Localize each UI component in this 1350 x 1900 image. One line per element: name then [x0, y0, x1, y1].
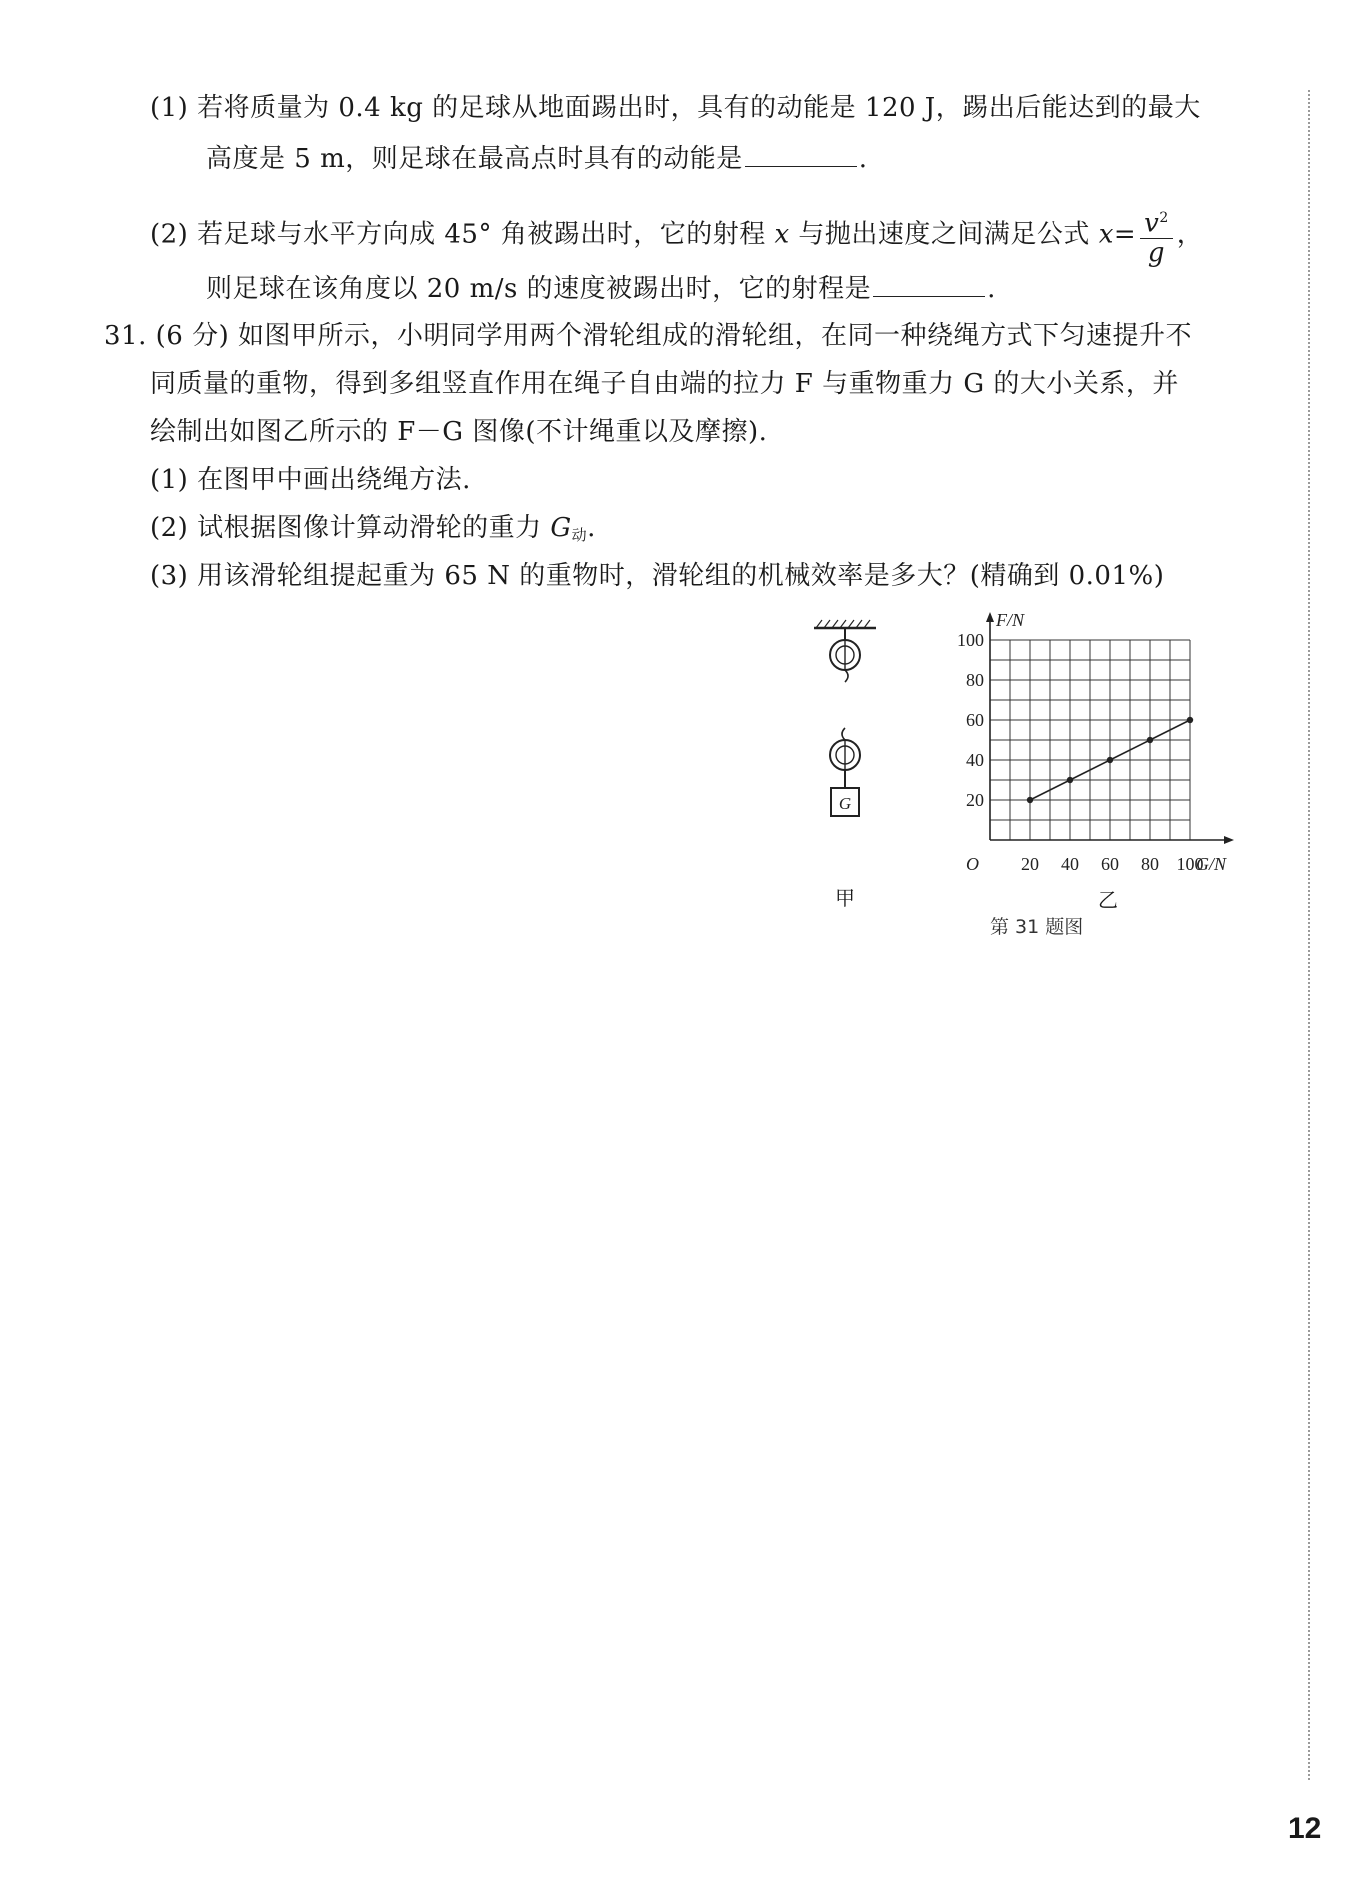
pulley-diagram — [800, 610, 910, 840]
formula-eq: = — [1113, 219, 1137, 250]
q-prev-part2-line2-text: 则足球在该角度以 20 m/s 的速度被踢出时，它的射程是 — [206, 274, 872, 304]
y-tick-label: 20 — [966, 790, 984, 810]
chart-grid — [990, 640, 1190, 840]
q31-sub1: (1) 在图甲中画出绕绳方法. — [150, 465, 471, 495]
x-axis-arrow — [1224, 836, 1234, 844]
q31-sub3: (3) 用该滑轮组提起重为 65 N 的重物时，滑轮组的机械效率是多大？(精确到 0.01%) — [150, 561, 1165, 591]
figure-jia-label: 甲 — [835, 886, 855, 910]
answer-blank[interactable] — [745, 136, 857, 167]
formula-numerator: $v^2$ — [1140, 204, 1173, 239]
subscript-dong: 动 — [571, 526, 588, 544]
q-prev-part1-line1: (1) 若将质量为 0.4 kg 的足球从地面踢出时，具有的动能是 120 J，踢出后能达到的最大 — [150, 93, 1201, 123]
q31-line2: 同质量的重物，得到多组竖直作用在绳子自由端的拉力 F 与重物重力 G 的大小关系，并 — [150, 369, 1179, 399]
q-prev-part1-line2 — [206, 136, 868, 179]
data-point — [1147, 737, 1153, 743]
y-axis-label: F/N — [996, 610, 1025, 630]
comma: ， — [1176, 219, 1204, 250]
f-g-chart — [950, 610, 1260, 890]
var-x: x — [774, 219, 790, 250]
q31-sub2-text: (2) 试根据图像计算动滑轮的重力 — [150, 513, 542, 543]
q-prev-part1-line2-text: 高度是 5 m，则足球在最高点时具有的动能是 — [206, 144, 743, 174]
x-tick-label: 100 — [1176, 854, 1204, 874]
x-tick-label: 80 — [1141, 854, 1159, 874]
period: . — [987, 274, 996, 304]
figure-caption: 第 31 题图 — [990, 916, 1084, 938]
x-tick-label: 20 — [1021, 854, 1039, 874]
x-tick-label: 40 — [1061, 854, 1079, 874]
y-axis-arrow — [986, 612, 994, 622]
data-point — [1107, 757, 1113, 763]
data-point — [1027, 797, 1033, 803]
q-prev-part2-text-b: 与抛出速度之间满足公式 — [798, 219, 1090, 250]
formula-denominator: g — [1147, 237, 1166, 268]
page-number: 12 — [1288, 1812, 1322, 1845]
margin-dotted-line — [1308, 90, 1310, 1780]
data-point — [1187, 717, 1193, 723]
y-tick-label: 60 — [966, 710, 984, 730]
period: . — [587, 513, 596, 543]
y-tick-label: 40 — [966, 750, 984, 770]
formula-fraction — [1140, 204, 1173, 267]
var-g: G — [550, 513, 572, 543]
y-tick-label: 80 — [966, 670, 984, 690]
q31-line3: 绘制出如图乙所示的 F－G 图像(不计绳重以及摩擦). — [150, 417, 768, 447]
q-prev-part2-line1 — [150, 204, 1203, 267]
q31-line1: 31. (6 分) 如图甲所示，小明同学用两个滑轮组成的滑轮组，在同一种绕绳方式下匀速提升不 — [104, 321, 1192, 351]
weight-label: G — [838, 794, 852, 813]
x-axis-label: G/N — [1196, 854, 1227, 874]
y-tick-label: 100 — [957, 630, 984, 650]
q31-sub2 — [150, 508, 596, 555]
q-prev-part2-text-a: (2) 若足球与水平方向成 45° 角被踢出时，它的射程 — [150, 219, 766, 250]
figure-yi-label: 乙 — [1098, 888, 1118, 912]
formula-lhs: x — [1098, 219, 1114, 250]
origin-label: O — [966, 854, 979, 874]
x-tick-label: 60 — [1101, 854, 1119, 874]
q-prev-part2-line2 — [206, 266, 996, 309]
period: . — [858, 144, 868, 174]
chart-axes — [966, 610, 1234, 874]
data-point — [1067, 777, 1073, 783]
chart-ticks — [957, 630, 1204, 874]
answer-blank[interactable] — [873, 266, 985, 297]
